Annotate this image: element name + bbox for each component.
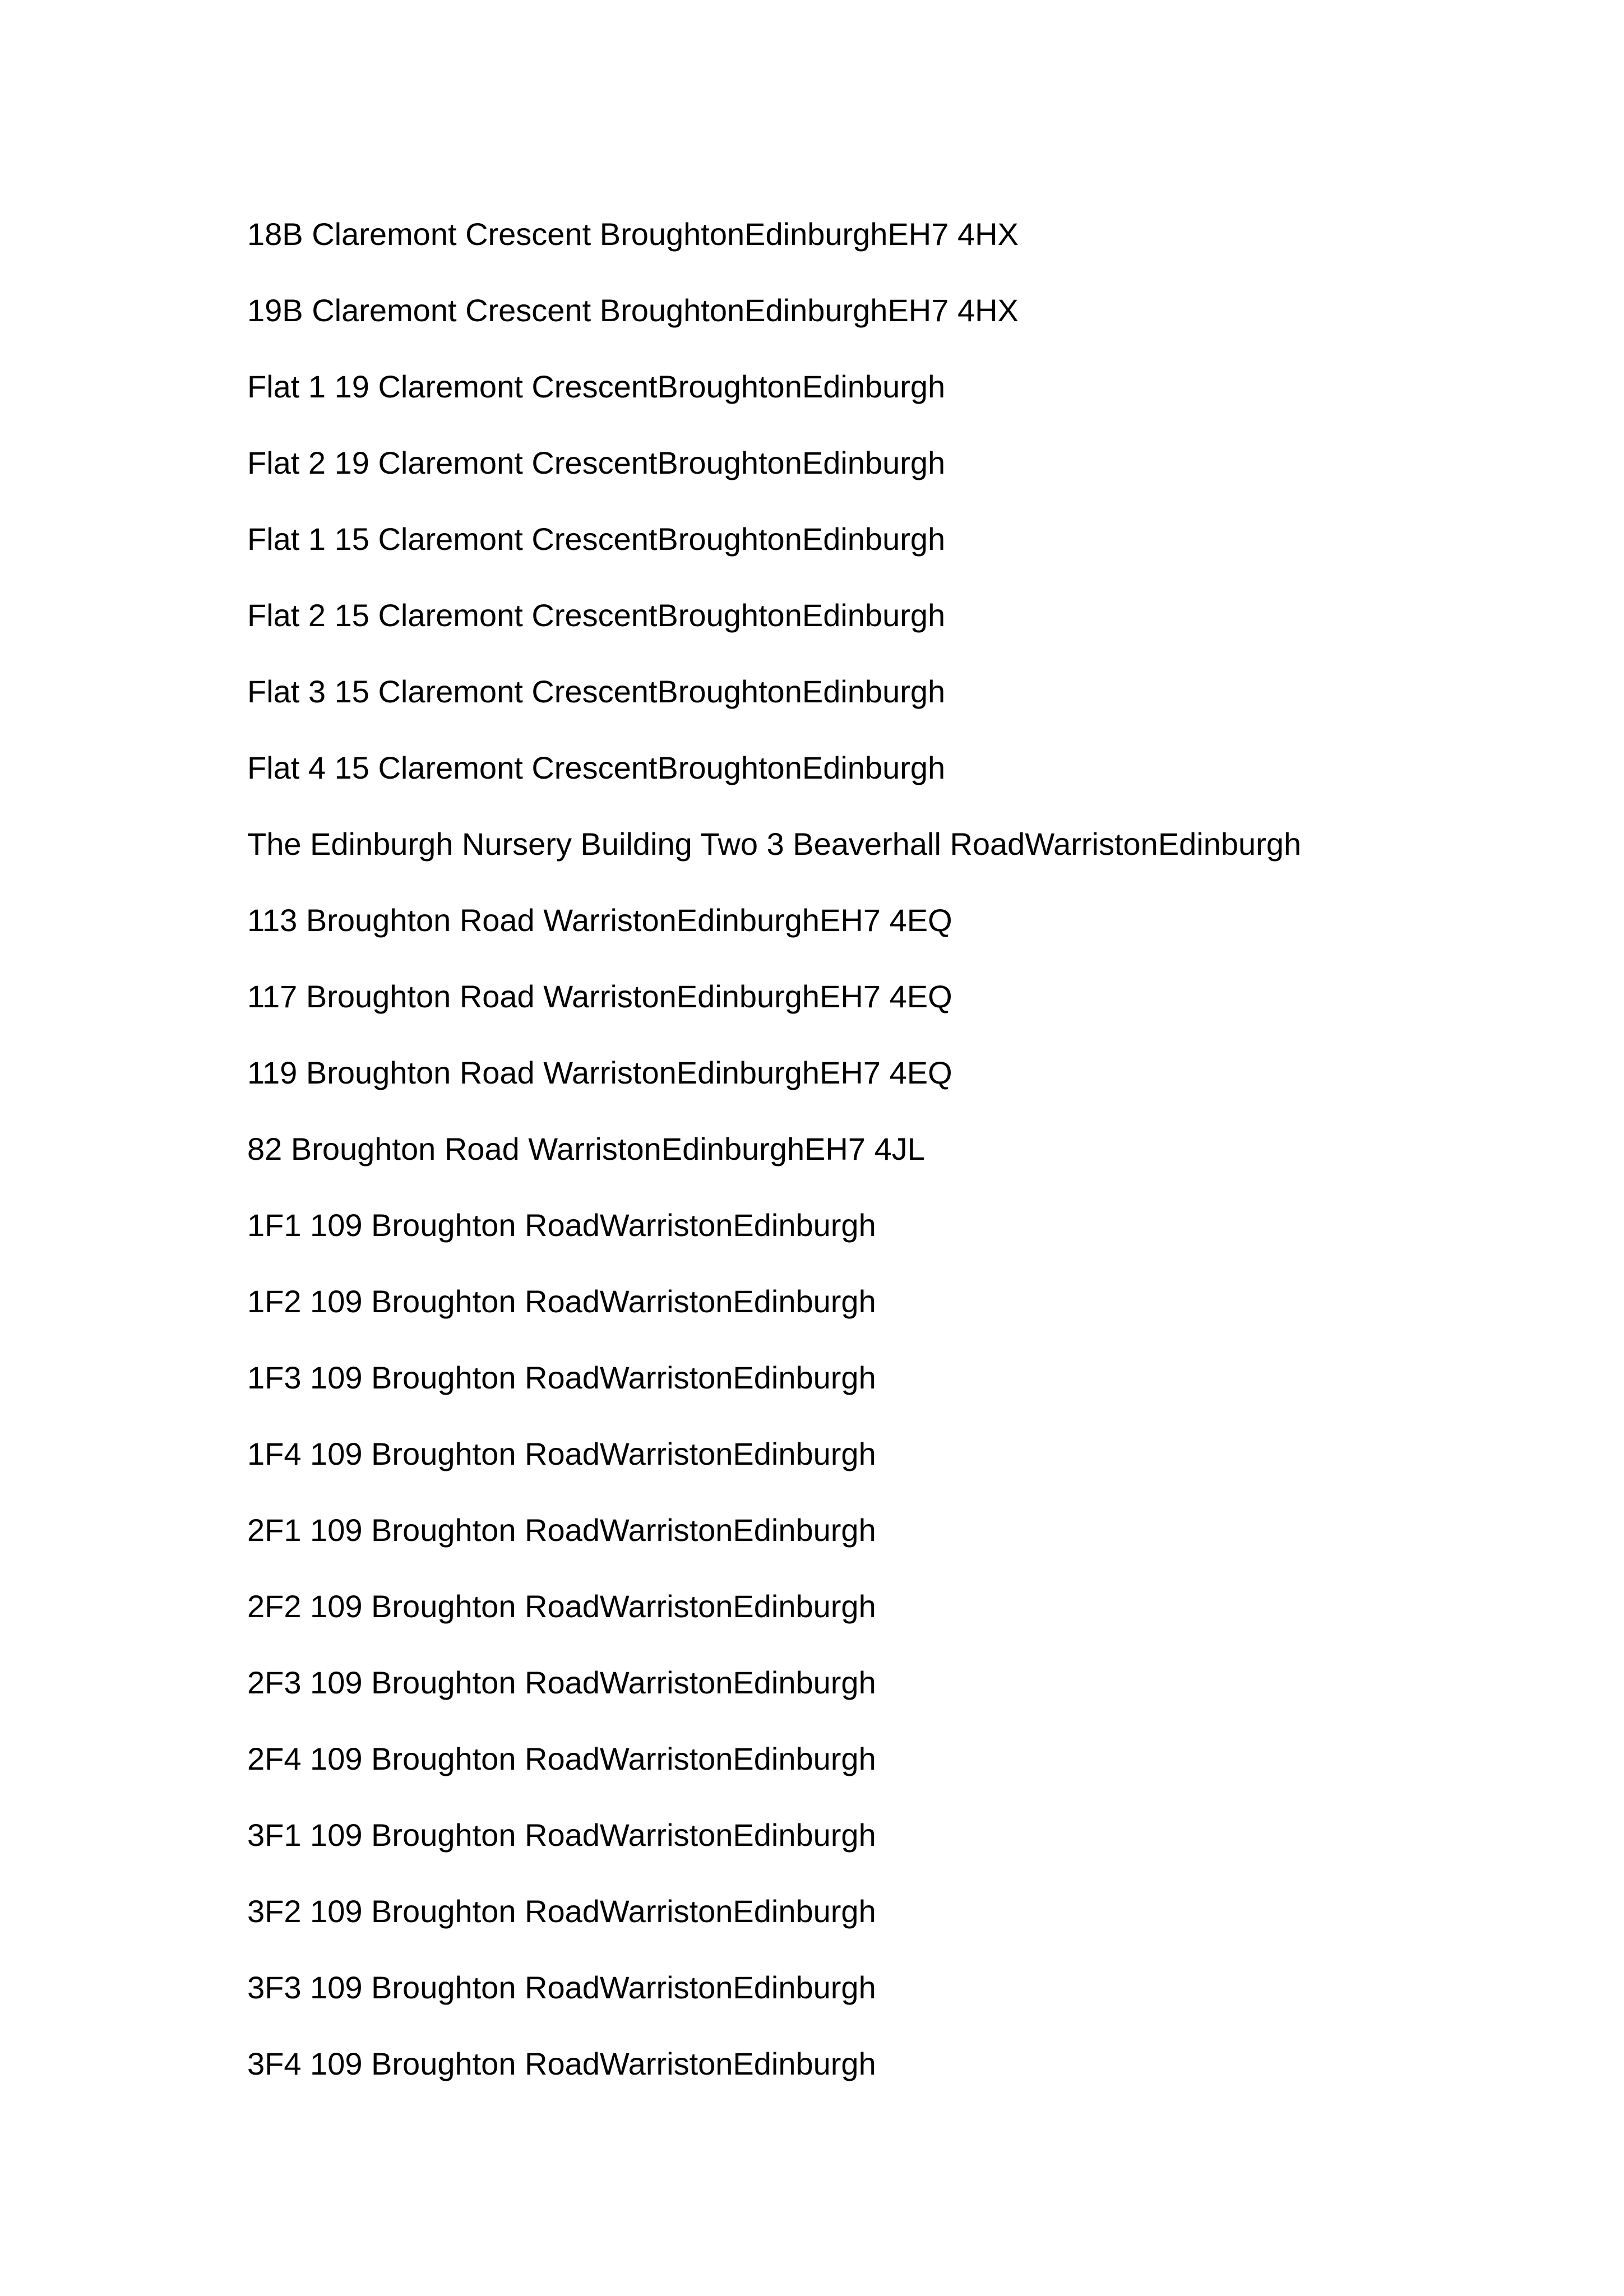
address-line: 2F2 109 Broughton RoadWarristonEdinburgh (247, 1589, 876, 1624)
address-line: 113 Broughton Road WarristonEdinburghEH7 4EQ (247, 902, 952, 938)
address-line: 82 Broughton Road WarristonEdinburghEH7 4JL (247, 1131, 925, 1166)
address-line: 2F1 109 Broughton RoadWarristonEdinburgh (247, 1512, 876, 1548)
address-line: 3F4 109 Broughton RoadWarristonEdinburgh (247, 2046, 876, 2081)
address-line: 18B Claremont Crescent BroughtonEdinburghEH7 4HX (247, 216, 1019, 252)
address-line: 1F1 109 Broughton RoadWarristonEdinburgh (247, 1207, 876, 1243)
address-line: 3F2 109 Broughton RoadWarristonEdinburgh (247, 1894, 876, 1929)
address-line: Flat 2 19 Claremont CrescentBroughtonEdinburgh (247, 445, 946, 480)
address-list (247, 196, 1301, 2102)
address-line: 1F3 109 Broughton RoadWarristonEdinburgh (247, 1360, 876, 1395)
address-line: 3F1 109 Broughton RoadWarristonEdinburgh (247, 1817, 876, 1853)
address-line: 19B Claremont Crescent BroughtonEdinburghEH7 4HX (247, 293, 1019, 328)
address-line: Flat 1 19 Claremont CrescentBroughtonEdinburgh (247, 369, 946, 404)
address-line: 2F4 109 Broughton RoadWarristonEdinburgh (247, 1741, 876, 1776)
address-line: 119 Broughton Road WarristonEdinburghEH7 4EQ (247, 1055, 952, 1090)
address-line: 1F2 109 Broughton RoadWarristonEdinburgh (247, 1284, 876, 1319)
address-line: Flat 3 15 Claremont CrescentBroughtonEdinburgh (247, 674, 946, 709)
address-line: 3F3 109 Broughton RoadWarristonEdinburgh (247, 1970, 876, 2005)
address-line: 117 Broughton Road WarristonEdinburghEH7 4EQ (247, 979, 952, 1014)
address-line: Flat 2 15 Claremont CrescentBroughtonEdinburgh (247, 598, 946, 633)
address-line: Flat 1 15 Claremont CrescentBroughtonEdinburgh (247, 521, 946, 557)
address-line: 2F3 109 Broughton RoadWarristonEdinburgh (247, 1665, 876, 1700)
address-line: The Edinburgh Nursery Building Two 3 Beaverhall RoadWarristonEdinburgh (247, 826, 1302, 862)
address-line: Flat 4 15 Claremont CrescentBroughtonEdinburgh (247, 750, 946, 785)
address-line: 1F4 109 Broughton RoadWarristonEdinburgh (247, 1436, 876, 1471)
